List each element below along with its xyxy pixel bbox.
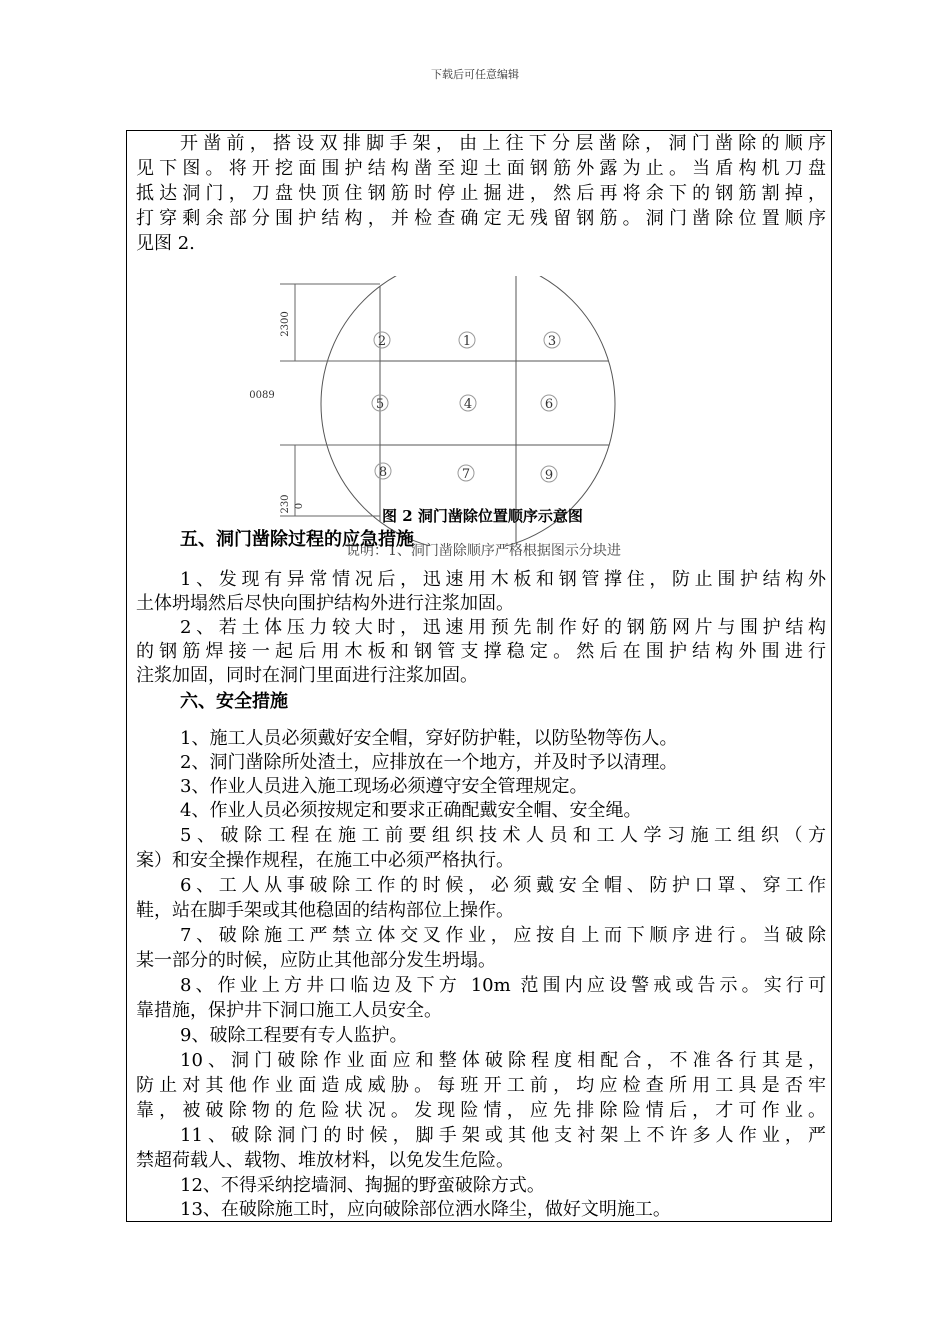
dimension-total-label: 0089 [249,390,275,401]
section6-line: 11、破除洞门的时候，脚手架或其他支衬架上不许多人作业，严 [180,1125,826,1146]
svg-text:9: 9 [544,468,554,483]
cell-number-8 [375,463,391,480]
section6-line: 防止对其他作业面造成威胁。每班开工前，均应检查所用工具是否牢 [136,1075,826,1096]
section6-line: 9、破除工程要有专人监护。 [180,1025,408,1046]
dimension-lines [280,284,380,516]
section6-line: 某一部分的时候，应防止其他部分发生坍塌。 [136,950,496,971]
page-header-note: 下载后可任意编辑 [431,68,519,81]
section6-line: 10、洞门破除作业面应和整体破除程度相配合，不准各行其是， [180,1050,826,1071]
section6-line: 3、作业人员进入施工现场必须遵守安全管理规定。 [180,776,588,797]
section6-line: 2、洞门凿除所处渣土，应排放在一个地方，并及时予以清理。 [180,752,678,773]
cell-number-4 [460,395,476,412]
dimension-top-label: 2300 [280,311,291,337]
section6-line: 13、在破除施工时，应向破除部位洒水降尘，做好文明施工。 [180,1199,671,1220]
section6-line: 案）和安全操作规程，在施工中必须严格执行。 [136,850,514,871]
intro-line: 见下图。将开挖面围护结构凿至迎土面钢筋外露为止。当盾构机刀盘 [136,158,826,179]
section5-line: 的钢筋焊接一起后用木板和钢管支撑稳定。然后在围护结构外围进行 [136,641,826,662]
cell-number-5 [372,395,388,412]
section6-line: 1、施工人员必须戴好安全帽，穿好防护鞋，以防坠物等伤人。 [180,728,678,749]
section5-title: 五、洞门凿除过程的应急措施 [180,529,414,550]
section5-line: 注浆加固，同时在洞门里面进行注浆加固。 [136,665,478,686]
section6-title: 六、安全措施 [180,691,288,712]
figure-note: 说明：1、洞门凿除顺序严格根据图示分块进 [346,543,621,559]
section6-line: 5、破除工程在施工前要组织技术人员和工人学习施工组织（方 [180,825,826,846]
cell-number-7 [458,465,474,482]
svg-text:7: 7 [461,467,471,482]
figure-caption: 图 2 洞门凿除位置顺序示意图 [382,507,583,525]
intro-line: 打穿剩余部分围护结构，并检查确定无残留钢筋。洞门凿除位置顺序 [136,208,826,229]
section6-line: 鞋，站在脚手架或其他稳固的结构部位上操作。 [136,900,514,921]
svg-text:3: 3 [547,334,557,349]
svg-text:5: 5 [375,397,385,412]
dimension-bottom-label-b: 0 [294,502,305,510]
section6-line: 7、破除施工严禁立体交叉作业，应按自上而下顺序进行。当破除 [180,925,826,946]
cell-number-2 [374,332,390,349]
section5-line: 1、发现有异常情况后，迅速用木板和钢管撑住，防止围护结构外 [180,569,826,590]
svg-text:4: 4 [463,397,473,412]
section5-line: 2、若土体压力较大时，迅速用预先制作好的钢筋网片与围护结构 [180,617,826,638]
section6-line: 6、工人从事破除工作的时候，必须戴安全帽、防护口罩、穿工作 [180,875,826,896]
intro-line: 开凿前，搭设双排脚手架，由上往下分层凿除，洞门凿除的顺序 [180,133,826,154]
cell-number-6 [541,395,557,412]
section6-line: 禁超荷载人、载物、堆放材料，以免发生危险。 [136,1150,514,1171]
section6-line: 8、作业上方井口临边及下方 10m 范围内应设警戒或告示。实行可 [180,975,826,996]
svg-text:2: 2 [377,334,387,349]
section6-line: 靠措施，保护井下洞口施工人员安全。 [136,1000,442,1021]
intro-line: 见图 2. [136,233,195,254]
section6-line: 4、作业人员必须按规定和要求正确配戴安全帽、安全绳。 [180,800,642,821]
section5-line: 土体坍塌然后尽快向围护结构外进行注浆加固。 [136,593,514,614]
svg-text:8: 8 [378,465,388,480]
svg-text:6: 6 [544,397,554,412]
section6-line: 12、不得采纳挖墙洞、掏掘的野蛮破除方式。 [180,1175,545,1196]
svg-text:1: 1 [462,334,472,349]
section6-line: 靠，被破除物的危险状况。发现险情，应先排除险情后，才可作业。 [136,1100,826,1121]
cell-number-3 [544,332,560,349]
dimension-bottom-label: 230 [280,494,291,514]
intro-line: 抵达洞门，刀盘快顶住钢筋时停止掘进，然后再将余下的钢筋割掉， [136,183,826,204]
cell-number-9 [541,466,557,483]
cell-number-1 [459,332,475,349]
